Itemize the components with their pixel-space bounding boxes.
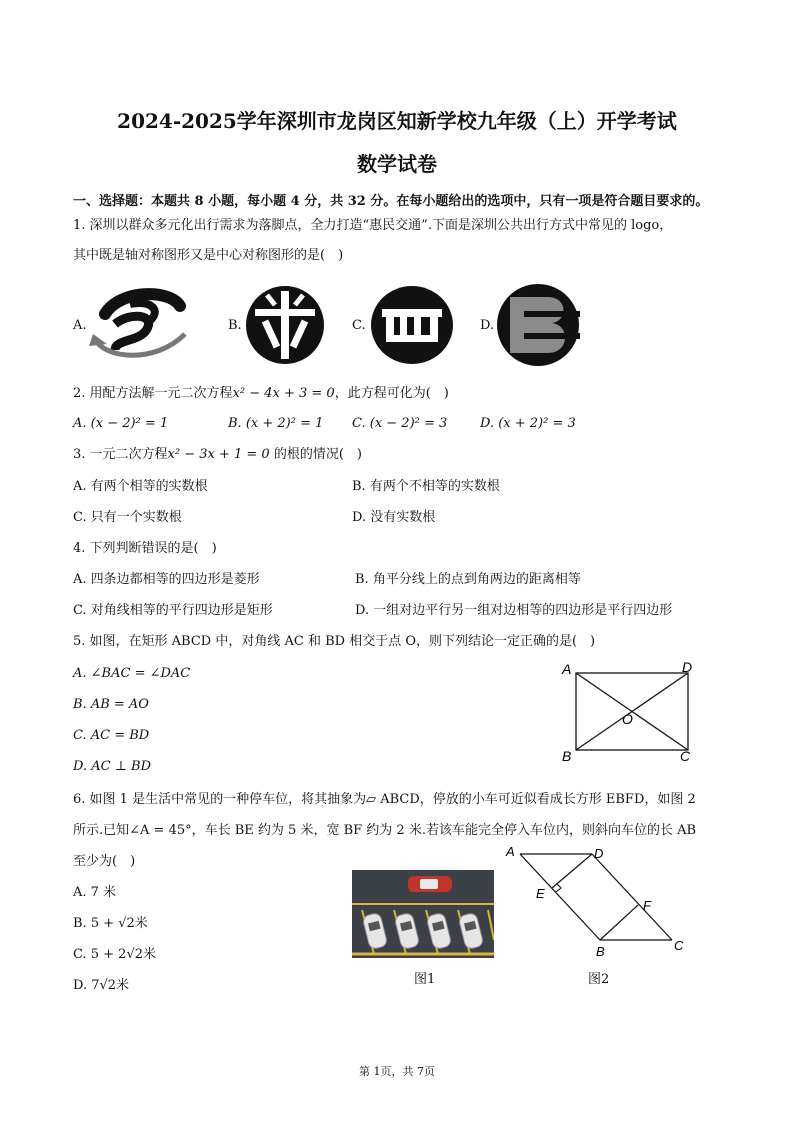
q3-option-d: D. 没有实数根 bbox=[352, 510, 436, 525]
q4-option-c: C. 对角线相等的平行四边形是矩形 bbox=[73, 603, 273, 618]
q6-stem-line2: 所示.已知∠A = 45°，车长 BE 约为 5 米，宽 BF 约为 2 米.若该车能完全停入车位内，则斜向车位的长 AB bbox=[73, 823, 697, 838]
q6-option-b: B. 5 + √2米 bbox=[73, 916, 148, 931]
q1-option-c-label: C. bbox=[352, 318, 366, 333]
fig2-label-e: E bbox=[536, 886, 545, 901]
q3-stem-pre: 3. 一元二次方程 bbox=[73, 447, 168, 462]
q5-label-o: O bbox=[622, 711, 633, 727]
q6-option-d: D. 7√2米 bbox=[73, 978, 130, 993]
q4-option-b: B. 角平分线上的点到角两边的距离相等 bbox=[355, 572, 581, 587]
q2-stem-pre: 2. 用配方法解一元二次方程 bbox=[73, 386, 233, 401]
metro-logo-icon bbox=[245, 285, 325, 369]
page-title: 2024-2025学年深圳市龙岗区知新学校九年级（上）开学考试 bbox=[117, 109, 677, 133]
b-letter-logo-icon bbox=[496, 283, 580, 371]
q3-option-b: B. 有两个不相等的实数根 bbox=[352, 479, 500, 494]
q2-stem bbox=[73, 384, 449, 404]
fig2-caption: 图2 bbox=[588, 972, 610, 987]
q2-option-b: B. (x + 2)² = 1 bbox=[228, 416, 324, 431]
q5-stem: 5. 如图，在矩形 ABCD 中，对角线 AC 和 BD 相交于点 O，则下列结论一定正确的是( ) bbox=[73, 634, 596, 649]
page-subtitle: 数学试卷 bbox=[357, 152, 437, 176]
fig1-caption: 图1 bbox=[414, 972, 436, 987]
q4-option-d: D. 一组对边平行另一组对边相等的四边形是平行四边形 bbox=[355, 603, 673, 618]
taxi-logo-icon bbox=[370, 285, 454, 369]
q1-option-a-label: A. bbox=[73, 318, 87, 333]
shenzhen-bus-logo-icon bbox=[85, 284, 195, 368]
q5-label-b: B bbox=[562, 748, 572, 764]
q6-stem-line3: 至少为( ) bbox=[73, 854, 136, 869]
q5-option-c: C. AC = BD bbox=[73, 728, 150, 743]
q3-option-c: C. 只有一个实数根 bbox=[73, 510, 182, 525]
q2-option-a: A. (x − 2)² = 1 bbox=[73, 416, 169, 431]
fig2-label-a: A bbox=[506, 844, 515, 859]
q2-stem-post: ，此方程可化为( ) bbox=[334, 386, 449, 401]
fig2-label-c: C bbox=[674, 938, 684, 953]
q5-label-c: C bbox=[680, 748, 691, 764]
q1-stem-line2: 其中既是轴对称图形又是中心对称图形的是( ) bbox=[73, 248, 344, 263]
q3-option-a: A. 有两个相等的实数根 bbox=[73, 479, 208, 494]
q3-stem bbox=[73, 445, 362, 465]
q6-option-a: A. 7 米 bbox=[73, 885, 117, 900]
q5-rectangle-figure bbox=[556, 658, 706, 772]
q5-label-d: D bbox=[682, 659, 693, 675]
q5-label-a: A bbox=[562, 661, 572, 677]
page-footer: 第 1页，共 7页 bbox=[359, 1065, 435, 1078]
q5-option-a: A. ∠BAC = ∠DAC bbox=[73, 666, 191, 681]
fig2-label-d: D bbox=[594, 846, 604, 861]
q6-option-c: C. 5 + 2√2米 bbox=[73, 947, 157, 962]
q3-equation: x² − 3x + 1 = 0 bbox=[167, 447, 270, 462]
q1-option-b-label: B. bbox=[228, 318, 242, 333]
q5-option-b: B. AB = AO bbox=[73, 697, 149, 712]
q3-stem-post: 的根的情况( ) bbox=[269, 447, 362, 462]
fig2-label-f: F bbox=[643, 898, 651, 913]
q1-option-d-label: D. bbox=[480, 318, 495, 333]
q6-parallelogram-figure bbox=[500, 842, 700, 971]
section-heading: 一、选择题：本题共 8 小题，每小题 4 分，共 32 分。在每小题给出的选项中，只有一项是符合题目要求的。 bbox=[73, 194, 709, 209]
q2-option-d: D. (x + 2)² = 3 bbox=[480, 416, 576, 431]
q6-stem-line1: 6. 如图 1 是生活中常见的一种停车位，将其抽象为▱ ABCD，停放的小车可近似看成长方形 EBFD，如图 2 bbox=[73, 792, 696, 807]
q2-equation: x² − 4x + 3 = 0 bbox=[232, 386, 335, 401]
q1-stem-line1: 1. 深圳以群众多元化出行需求为落脚点，全力打造“惠民交通”.下面是深圳公共出行方式中常见的 logo， bbox=[73, 218, 673, 233]
q2-option-c: C. (x − 2)² = 3 bbox=[352, 416, 448, 431]
q5-option-d: D. AC ⊥ BD bbox=[73, 759, 152, 774]
q4-option-a: A. 四条边都相等的四边形是菱形 bbox=[73, 572, 260, 587]
q4-stem: 4. 下列判断错误的是( ) bbox=[73, 541, 217, 556]
parking-photo bbox=[352, 870, 494, 962]
fig2-label-b: B bbox=[596, 944, 605, 959]
